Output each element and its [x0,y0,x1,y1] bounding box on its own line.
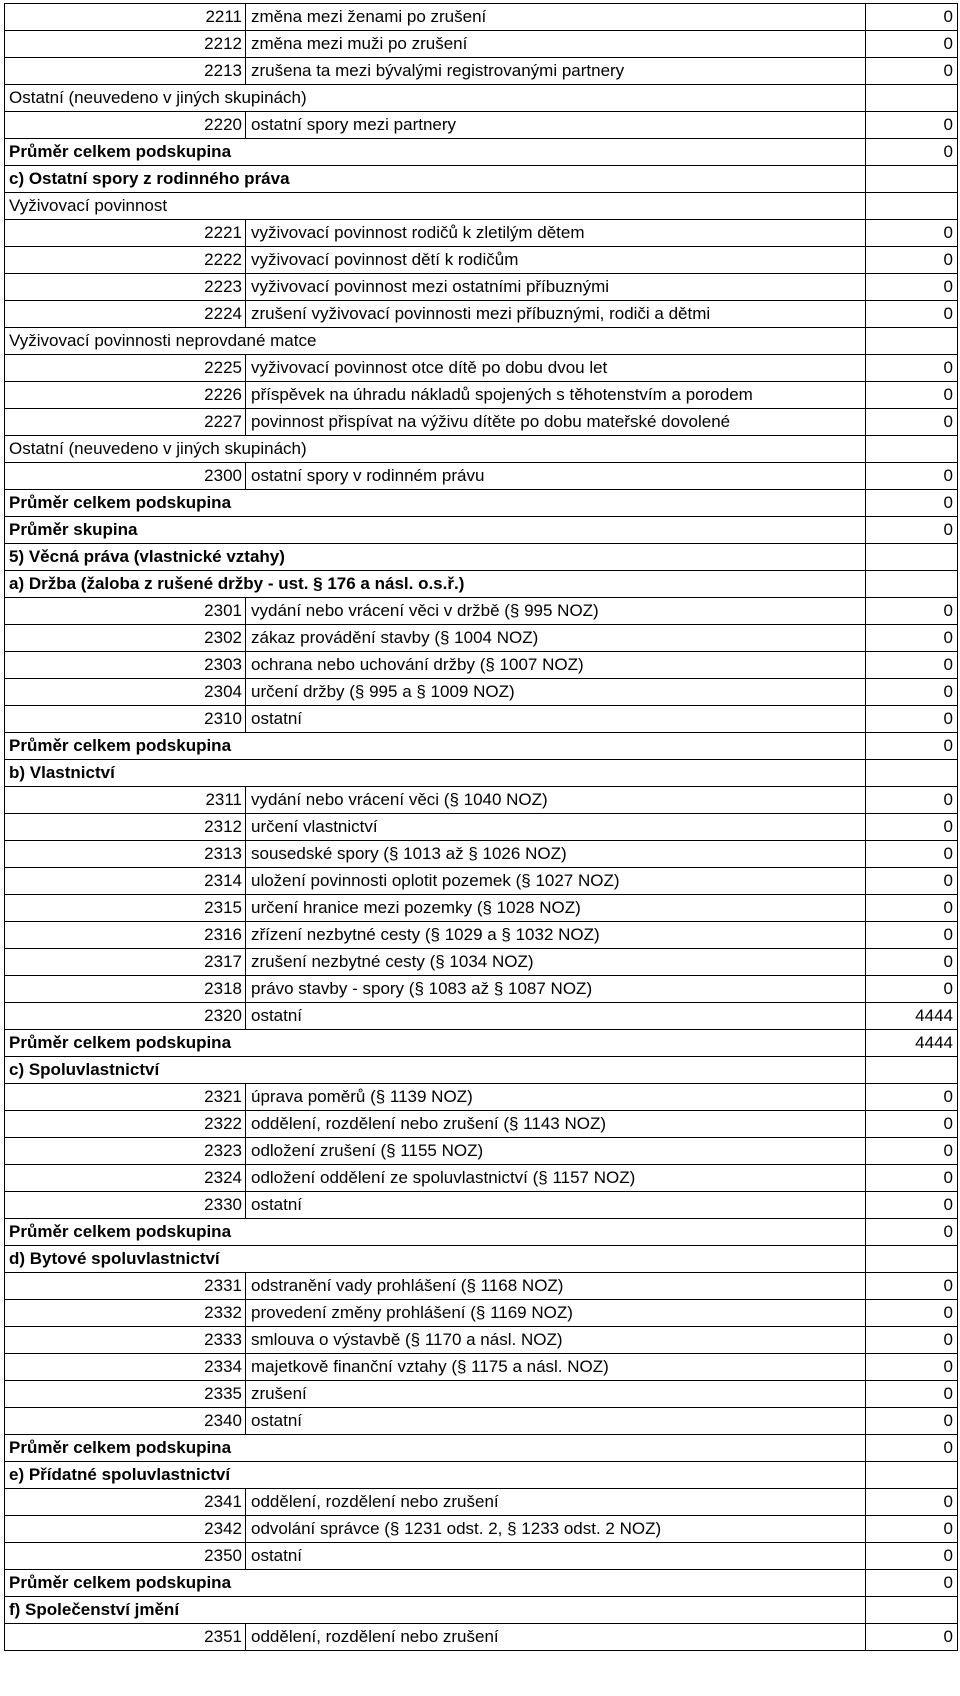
table-row [5,112,958,139]
row-value: 0 [866,1543,958,1570]
section-value [866,166,958,193]
row-value: 0 [866,1138,958,1165]
row-description: zrušena ta mezi bývalými registrovanými partnery [246,58,866,85]
row-description: smlouva o výstavbě (§ 1170 a násl. NOZ) [246,1327,866,1354]
row-code: 2302 [5,625,246,652]
row-code: 2350 [5,1543,246,1570]
group-header-row [5,328,958,355]
table-row [5,679,958,706]
row-description: vyživovací povinnost otce dítě po dobu dvou let [246,355,866,382]
row-value: 0 [866,841,958,868]
section-header-row [5,139,958,166]
section-value [866,328,958,355]
group-header-row [5,85,958,112]
row-value: 0 [866,787,958,814]
section-label: Průměr celkem podskupina [5,1030,866,1057]
table-row [5,1516,958,1543]
row-code: 2321 [5,1084,246,1111]
section-label: Průměr celkem podskupina [5,1219,866,1246]
section-label: Průměr celkem podskupina [5,490,866,517]
table-row [5,382,958,409]
section-label: Ostatní (neuvedeno v jiných skupinách) [5,436,866,463]
row-description: odstranění vady prohlášení (§ 1168 NOZ) [246,1273,866,1300]
row-code: 2303 [5,652,246,679]
row-code: 2320 [5,1003,246,1030]
row-code: 2301 [5,598,246,625]
table-row [5,4,958,31]
row-description: oddělení, rozdělení nebo zrušení (§ 1143 NOZ) [246,1111,866,1138]
table-row [5,841,958,868]
row-description: právo stavby - spory (§ 1083 až § 1087 NOZ) [246,976,866,1003]
row-value: 0 [866,1084,958,1111]
row-code: 2223 [5,274,246,301]
section-label: Průměr celkem podskupina [5,139,866,166]
row-description: povinnost přispívat na výživu dítěte po dobu mateřské dovolené [246,409,866,436]
section-header-row [5,733,958,760]
row-description: provedení změny prohlášení (§ 1169 NOZ) [246,1300,866,1327]
table-row [5,814,958,841]
section-label: 5) Věcná práva (vlastnické vztahy) [5,544,866,571]
section-value [866,544,958,571]
row-description: příspěvek na úhradu nákladů spojených s těhotenstvím a porodem [246,382,866,409]
section-value [866,85,958,112]
row-value: 0 [866,301,958,328]
row-description: ostatní [246,1003,866,1030]
row-code: 2224 [5,301,246,328]
section-header-row [5,1462,958,1489]
table-row [5,1111,958,1138]
section-label: Vyživovací povinnost [5,193,866,220]
row-value: 0 [866,922,958,949]
row-code: 2310 [5,706,246,733]
row-description: ostatní [246,1408,866,1435]
section-value: 4444 [866,1030,958,1057]
row-value: 0 [866,4,958,31]
row-value: 0 [866,1327,958,1354]
row-description: změna mezi ženami po zrušení [246,4,866,31]
row-value: 0 [866,355,958,382]
row-description: ochrana nebo uchování držby (§ 1007 NOZ) [246,652,866,679]
row-value: 0 [866,1516,958,1543]
row-value: 0 [866,1381,958,1408]
row-value: 0 [866,625,958,652]
section-label: c) Spoluvlastnictví [5,1057,866,1084]
row-value: 0 [866,706,958,733]
row-description: změna mezi muži po zrušení [246,31,866,58]
section-label: Vyživovací povinnosti neprovdané matce [5,328,866,355]
row-code: 2323 [5,1138,246,1165]
section-label: Průměr celkem podskupina [5,1570,866,1597]
row-value: 0 [866,58,958,85]
row-description: ostatní [246,1192,866,1219]
row-value: 0 [866,409,958,436]
row-code: 2227 [5,409,246,436]
section-header-row [5,544,958,571]
table-row [5,1408,958,1435]
section-label: c) Ostatní spory z rodinného práva [5,166,866,193]
row-code: 2304 [5,679,246,706]
section-header-row [5,1030,958,1057]
row-value: 0 [866,868,958,895]
row-value: 0 [866,598,958,625]
row-value: 0 [866,463,958,490]
table-row [5,1003,958,1030]
row-code: 2334 [5,1354,246,1381]
row-code: 2313 [5,841,246,868]
section-value [866,1057,958,1084]
table-row [5,1165,958,1192]
table-row [5,1543,958,1570]
section-header-row [5,1435,958,1462]
row-code: 2318 [5,976,246,1003]
row-value: 0 [866,1300,958,1327]
row-code: 2221 [5,220,246,247]
table-row [5,31,958,58]
table-row [5,1489,958,1516]
section-header-row [5,571,958,598]
row-value: 0 [866,976,958,1003]
row-description: ostatní [246,706,866,733]
section-label: Průměr celkem podskupina [5,733,866,760]
table-row [5,301,958,328]
section-value: 0 [866,1570,958,1597]
row-code: 2300 [5,463,246,490]
section-value: 0 [866,139,958,166]
section-label: Průměr celkem podskupina [5,1435,866,1462]
table-row [5,355,958,382]
section-label: d) Bytové spoluvlastnictví [5,1246,866,1273]
row-value: 0 [866,112,958,139]
row-description: zřízení nezbytné cesty (§ 1029 a § 1032 NOZ) [246,922,866,949]
table-row [5,1381,958,1408]
row-code: 2220 [5,112,246,139]
row-description: vydání nebo vrácení věci (§ 1040 NOZ) [246,787,866,814]
section-value: 0 [866,733,958,760]
section-label: f) Společenství jmění [5,1597,866,1624]
row-code: 2333 [5,1327,246,1354]
row-code: 2341 [5,1489,246,1516]
section-label: Ostatní (neuvedeno v jiných skupinách) [5,85,866,112]
row-value: 0 [866,274,958,301]
section-header-row [5,517,958,544]
section-header-row [5,490,958,517]
table-row [5,787,958,814]
row-description: určení vlastnictví [246,814,866,841]
section-header-row [5,760,958,787]
row-description: odložení zrušení (§ 1155 NOZ) [246,1138,866,1165]
section-value: 0 [866,1435,958,1462]
row-value: 0 [866,1354,958,1381]
section-label: Průměr skupina [5,517,866,544]
row-value: 0 [866,247,958,274]
table-row [5,1192,958,1219]
group-header-row [5,436,958,463]
section-header-row [5,1570,958,1597]
table-row [5,1300,958,1327]
row-code: 2314 [5,868,246,895]
table-row [5,706,958,733]
section-label: b) Vlastnictví [5,760,866,787]
row-description: ostatní spory mezi partnery [246,112,866,139]
section-value: 0 [866,517,958,544]
row-description: zrušení vyživovací povinnosti mezi příbuznými, rodiči a dětmi [246,301,866,328]
table-row [5,922,958,949]
row-code: 2322 [5,1111,246,1138]
section-value [866,571,958,598]
section-header-row [5,1219,958,1246]
row-code: 2226 [5,382,246,409]
row-description: zrušení nezbytné cesty (§ 1034 NOZ) [246,949,866,976]
table-row [5,274,958,301]
row-description: určení hranice mezi pozemky (§ 1028 NOZ) [246,895,866,922]
row-description: oddělení, rozdělení nebo zrušení [246,1624,866,1651]
row-code: 2212 [5,31,246,58]
row-description: zákaz provádění stavby (§ 1004 NOZ) [246,625,866,652]
section-header-row [5,166,958,193]
row-value: 0 [866,949,958,976]
row-code: 2317 [5,949,246,976]
row-description: ostatní spory v rodinném právu [246,463,866,490]
row-value: 0 [866,382,958,409]
row-code: 2211 [5,4,246,31]
row-description: sousedské spory (§ 1013 až § 1026 NOZ) [246,841,866,868]
row-code: 2342 [5,1516,246,1543]
row-value: 0 [866,220,958,247]
row-description: vydání nebo vrácení věci v držbě (§ 995 NOZ) [246,598,866,625]
row-code: 2340 [5,1408,246,1435]
row-value: 4444 [866,1003,958,1030]
table-row [5,409,958,436]
table-row [5,1327,958,1354]
row-value: 0 [866,1192,958,1219]
section-header-row [5,1057,958,1084]
row-value: 0 [866,814,958,841]
section-value [866,436,958,463]
section-value [866,193,958,220]
row-code: 2335 [5,1381,246,1408]
row-description: vyživovací povinnost rodičů k zletilým dětem [246,220,866,247]
row-description: úprava poměrů (§ 1139 NOZ) [246,1084,866,1111]
table-row [5,652,958,679]
table-row [5,1273,958,1300]
table-row [5,598,958,625]
section-value [866,1597,958,1624]
row-code: 2331 [5,1273,246,1300]
row-value: 0 [866,1408,958,1435]
row-code: 2225 [5,355,246,382]
section-value [866,1462,958,1489]
group-header-row [5,193,958,220]
row-value: 0 [866,31,958,58]
row-description: určení držby (§ 995 a § 1009 NOZ) [246,679,866,706]
row-description: uložení povinnosti oplotit pozemek (§ 1027 NOZ) [246,868,866,895]
row-description: odložení oddělení ze spoluvlastnictví (§ 1157 NOZ) [246,1165,866,1192]
row-value: 0 [866,1165,958,1192]
table-row [5,58,958,85]
section-header-row [5,1246,958,1273]
section-header-row [5,1597,958,1624]
section-value [866,760,958,787]
row-value: 0 [866,1624,958,1651]
table-row [5,247,958,274]
table-row [5,949,958,976]
row-description: vyživovací povinnost dětí k rodičům [246,247,866,274]
row-code: 2316 [5,922,246,949]
table-row [5,463,958,490]
table-row [5,220,958,247]
row-description: odvolání správce (§ 1231 odst. 2, § 1233 odst. 2 NOZ) [246,1516,866,1543]
row-code: 2213 [5,58,246,85]
row-description: ostatní [246,1543,866,1570]
section-value [866,1246,958,1273]
row-code: 2315 [5,895,246,922]
section-value: 0 [866,1219,958,1246]
table-body [5,4,958,1651]
row-code: 2222 [5,247,246,274]
row-code: 2324 [5,1165,246,1192]
table-row [5,868,958,895]
table-row [5,895,958,922]
row-value: 0 [866,652,958,679]
row-code: 2312 [5,814,246,841]
row-code: 2351 [5,1624,246,1651]
row-value: 0 [866,1489,958,1516]
table-row [5,1084,958,1111]
section-value: 0 [866,490,958,517]
row-code: 2330 [5,1192,246,1219]
row-value: 0 [866,1273,958,1300]
statistics-table [4,3,958,1651]
row-description: zrušení [246,1381,866,1408]
section-label: a) Držba (žaloba z rušené držby - ust. § 176 a násl. o.s.ř.) [5,571,866,598]
row-description: majetkově finanční vztahy (§ 1175 a násl. NOZ) [246,1354,866,1381]
table-row [5,1624,958,1651]
row-value: 0 [866,679,958,706]
table-row [5,625,958,652]
section-label: e) Přídatné spoluvlastnictví [5,1462,866,1489]
row-description: vyživovací povinnost mezi ostatními příbuznými [246,274,866,301]
row-value: 0 [866,1111,958,1138]
row-value: 0 [866,895,958,922]
table-row [5,1138,958,1165]
table-row [5,1354,958,1381]
row-description: oddělení, rozdělení nebo zrušení [246,1489,866,1516]
row-code: 2311 [5,787,246,814]
row-code: 2332 [5,1300,246,1327]
table-row [5,976,958,1003]
